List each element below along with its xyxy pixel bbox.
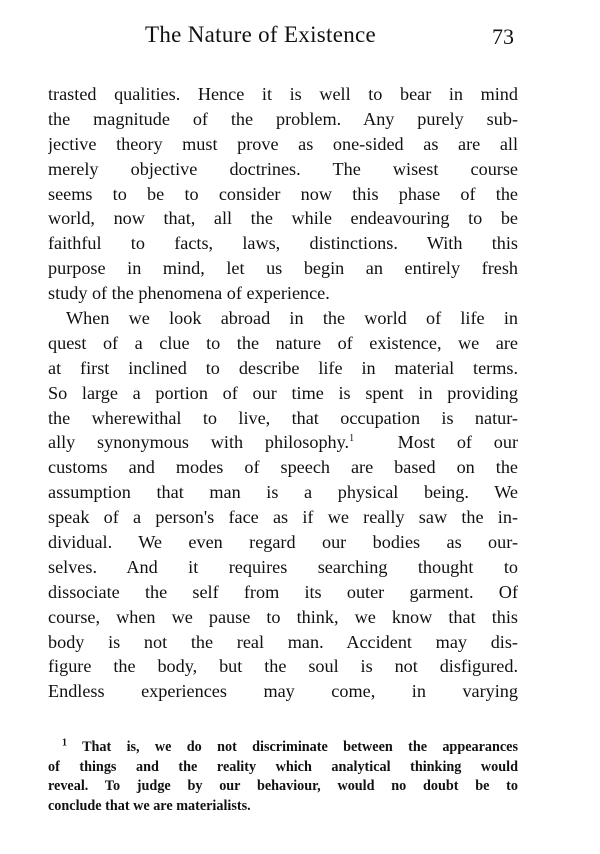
- footnote-line: of things and the reality which analytical thinking would: [48, 758, 518, 775]
- text-line: assumption that man is a physical being. We: [48, 482, 518, 503]
- text-fragment: ally synonymous with philosophy.: [48, 432, 350, 453]
- running-header: [0, 22, 600, 56]
- body-text: [48, 82, 518, 704]
- text-line: study of the phenomena of experience.: [48, 283, 330, 304]
- text-line: course, when we pause to think, we know that this: [48, 606, 518, 627]
- text-line: selves. And it requires searching thought to: [48, 556, 518, 577]
- text-line: body is not the real man. Accident may dis-: [48, 631, 518, 652]
- text-line: customs and modes of speech are based on the: [48, 457, 518, 478]
- footnote: [48, 738, 518, 816]
- text-fragment: That is, we do not discriminate between the appearances: [82, 739, 518, 755]
- text-line: at first inclined to describe life in material terms.: [48, 357, 518, 378]
- text-line: Endless experiences may come, in varying: [48, 681, 518, 702]
- text-line: seems to be to consider now this phase of the: [48, 183, 518, 204]
- text-line-with-footnote: [48, 430, 518, 455]
- footnote-reference[interactable]: 1: [349, 433, 355, 445]
- footnote-line: reveal. To judge by our behaviour, would no doubt be to: [48, 778, 518, 795]
- text-line: merely objective doctrines. The wisest course: [48, 158, 518, 179]
- text-line: When we look abroad in the world of life in: [66, 308, 518, 329]
- text-line: purpose in mind, let us begin an entirely fresh: [48, 258, 518, 279]
- text-line: dividual. We even regard our bodies as our-: [48, 532, 518, 553]
- text-line: jective theory must prove as one-sided as are all: [48, 133, 518, 154]
- text-line: quest of a clue to the nature of existence, we are: [48, 332, 518, 353]
- text-line: faithful to facts, laws, distinctions. With this: [48, 233, 518, 254]
- text-line: the magnitude of the problem. Any purely sub-: [48, 108, 518, 129]
- text-line: dissociate the self from its outer garment. Of: [48, 581, 518, 602]
- page-number: 73: [492, 24, 514, 49]
- text-line: figure the body, but the soul is not disfigured.: [48, 656, 518, 677]
- text-line: world, now that, all the while endeavouring to be: [48, 208, 518, 229]
- footnote-line: conclude that we are materialists.: [48, 797, 251, 814]
- text-line: speak of a person's face as if we really saw the in-: [48, 507, 518, 528]
- text-line: trasted qualities. Hence it is well to bear in mind: [48, 84, 518, 104]
- text-fragment: Most of our: [354, 432, 518, 453]
- running-title: The Nature of Existence: [145, 22, 377, 47]
- text-line: the wherewithal to live, that occupation is natur-: [48, 407, 518, 428]
- footnote-line: [48, 738, 518, 758]
- text-line: So large a portion of our time is spent in providing: [48, 382, 518, 403]
- footnote-marker: 1: [62, 738, 67, 749]
